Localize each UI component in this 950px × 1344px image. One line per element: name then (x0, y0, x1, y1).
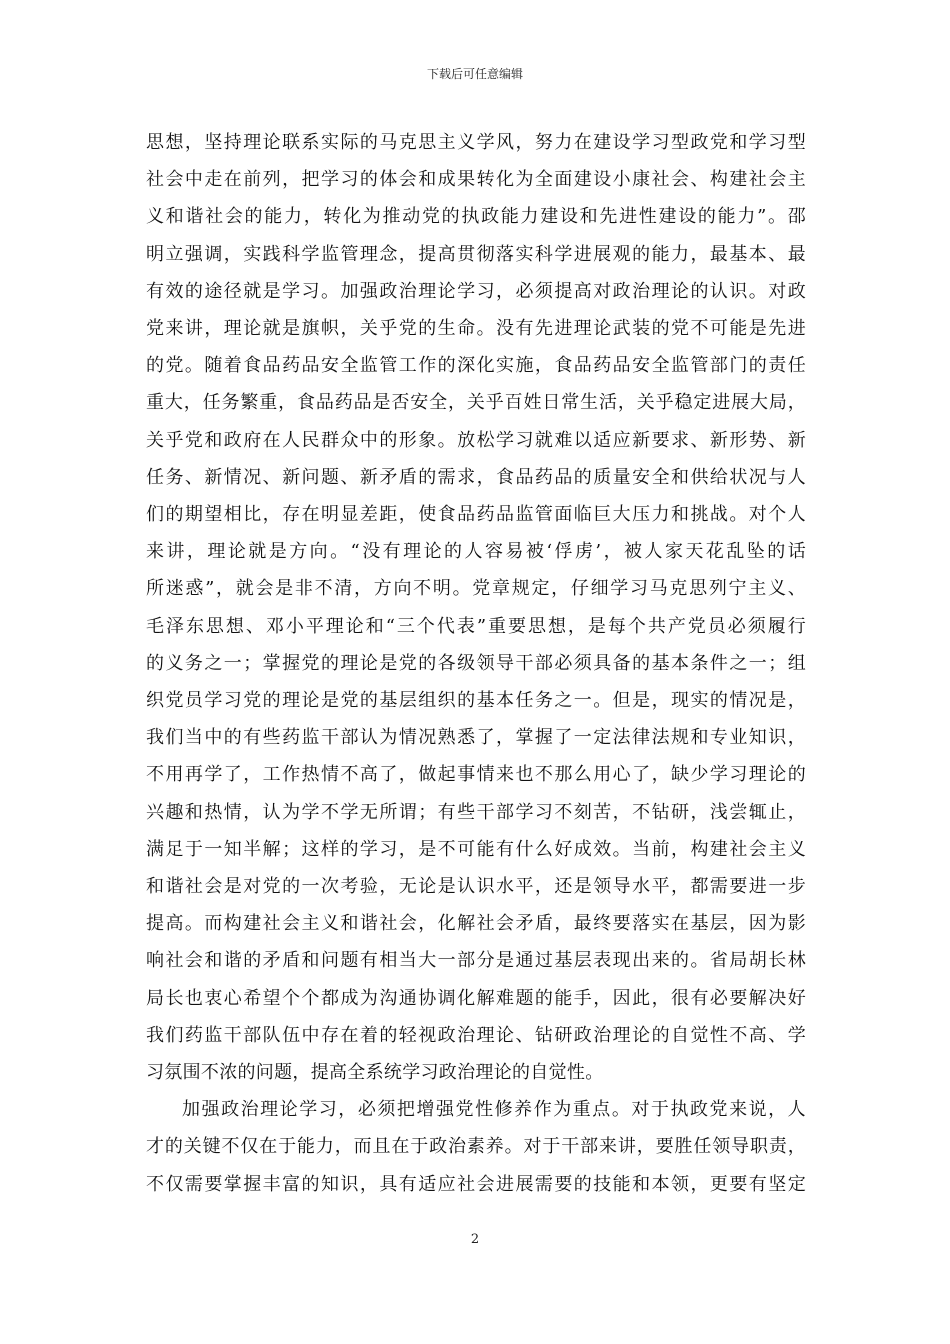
text-line: 思想，坚持理论联系实际的马克思主义学风，努力在建设学习型政党和学习型 (146, 132, 806, 153)
page-header: 下载后可任意编辑 (426, 67, 523, 81)
text-line: 不用再学了，工作热情不高了，做起事情来也不那么用心了，缺少学习理论的 (146, 764, 806, 786)
text-line: 局长也衷心希望个个都成为沟通协调化解难题的能手，因此，很有必要解决好 (146, 987, 806, 1009)
text-line: 有效的途径就是学习。加强政治理论学习，必须提高对政治理论的认识。对政 (146, 280, 806, 302)
page-number: 2 (470, 1232, 480, 1247)
text-line: 加强政治理论学习，必须把增强党性修养作为重点。对于执政党来说，人 (182, 1099, 806, 1121)
text-line: 兴趣和热情，认为学不学无所谓；有些干部学习不刻苦，不钻研，浅尝辄止， (146, 801, 806, 823)
text-line: 我们当中的有些药监干部认为情况熟悉了，掌握了一定法律法规和专业知识， (146, 727, 806, 749)
text-line: 重大，任务繁重，食品药品是否安全，关乎百姓日常生活，关乎稳定进展大局， (146, 392, 806, 414)
text-line: 们的期望相比，存在明显差距，使食品药品监管面临巨大压力和挑战。对个人 (146, 504, 806, 526)
text-line: 和谐社会是对党的一次考验，无论是认识水平，还是领导水平，都需要进一步 (146, 876, 806, 898)
text-line: 我们药监干部队伍中存在着的轻视政治理论、钻研政治理论的自觉性不高、学 (146, 1024, 806, 1046)
text-line: 明立强调，实践科学监管理念，提高贯彻落实科学进展观的能力，最基本、最 (146, 243, 806, 265)
text-line: 满足于一知半解；这样的学习，是不可能有什么好成效。当前，构建社会主义 (146, 838, 806, 860)
text-line: 社会中走在前列，把学习的体会和成果转化为全面建设小康社会、构建社会主 (146, 169, 806, 191)
text-line: 任务、新情况、新问题、新矛盾的需求，食品药品的质量安全和供给状况与人 (146, 466, 806, 488)
text-line: 的义务之一；掌握党的理论是党的各级领导干部必须具备的基本条件之一；组 (146, 652, 806, 674)
text-line: 来讲，理论就是方向。“没有理论的人容易被‘俘虏’，被人家天花乱坠的话 (146, 541, 806, 563)
text-line: 所迷惑”，就会是非不清，方向不明。党章规定，仔细学习马克思列宁主义、 (146, 578, 806, 600)
text-line: 响社会和谐的矛盾和问题有相当大一部分是通过基层表现出来的。省局胡长林 (146, 950, 806, 972)
text-line: 的党。随着食品药品安全监管工作的深化实施，食品药品安全监管部门的责任 (146, 355, 806, 377)
text-line: 不仅需要掌握丰富的知识，具有适应社会进展需要的技能和本领，更要有坚定 (146, 1173, 806, 1195)
text-line: 党来讲，理论就是旗帜，关乎党的生命。没有先进理论武装的党不可能是先进 (146, 318, 806, 340)
text-line: 习氛围不浓的问题，提高全系统学习政治理论的自觉性。 (146, 1062, 604, 1084)
text-line: 提高。而构建社会主义和谐社会，化解社会矛盾，最终要落实在基层，因为影 (146, 913, 806, 935)
paragraph-2 (146, 1091, 806, 1203)
text-line: 义和谐社会的能力，转化为推动党的执政能力建设和先进性建设的能力”。邵 (146, 206, 806, 228)
text-line: 毛泽东思想、邓小平理论和“三个代表”重要思想，是每个共产党员必须履行 (146, 615, 806, 637)
paragraph-1 (146, 124, 806, 1091)
text-line: 关乎党和政府在人民群众中的形象。放松学习就难以适应新要求、新形势、新 (146, 429, 806, 451)
text-line: 织党员学习党的理论是党的基层组织的基本任务之一。但是，现实的情况是， (146, 690, 806, 712)
text-line: 才的关键不仅在于能力，而且在于政治素养。对于干部来讲，要胜任领导职责， (146, 1136, 806, 1158)
document-body (146, 124, 806, 1203)
